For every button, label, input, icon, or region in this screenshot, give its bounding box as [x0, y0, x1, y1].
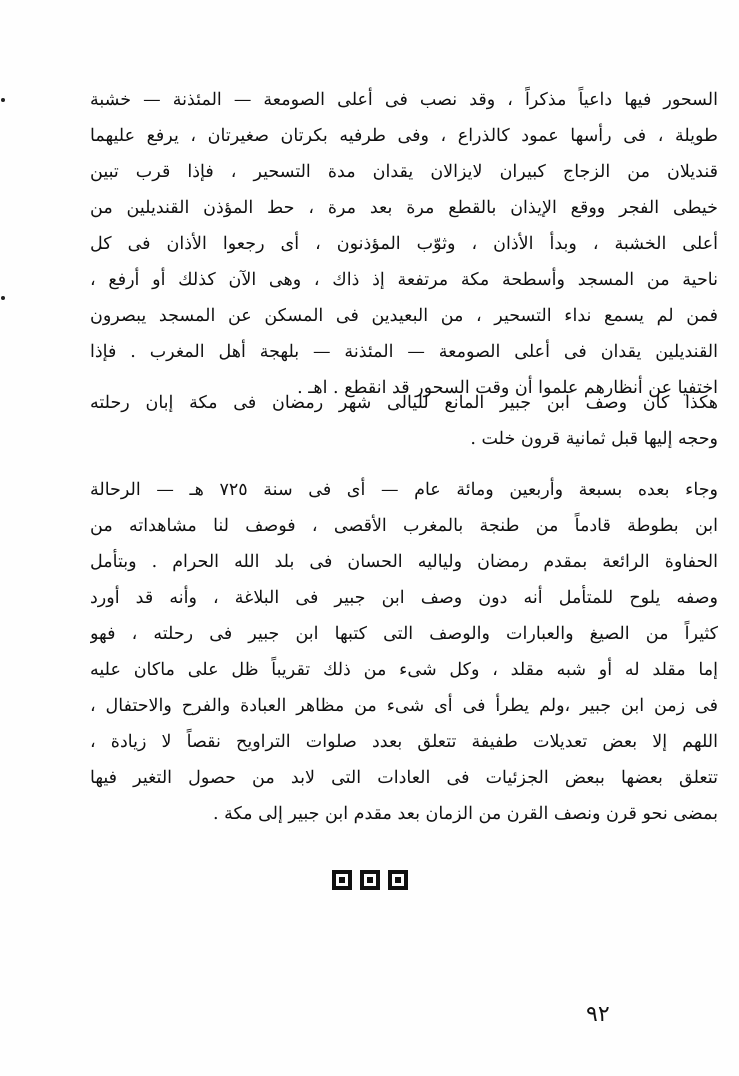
text-line: فمن لم يسمع نداء التسحير ، من البعيدين فى المسكن عن المسجد يبصرون [90, 306, 718, 326]
page-number: ٩٢ [586, 1002, 610, 1027]
section-divider [0, 870, 739, 890]
square-ornament-icon [360, 870, 380, 890]
text-line: وصفه يلوح للمتأمل أنه دون وصف ابن جبير فى البلاغة ، وأنه قد أورد [90, 588, 718, 608]
text-line: وحجه إليها قبل ثمانية قرون خلت . [470, 429, 718, 449]
text-line: الحفاوة الرائعة بمقدم رمضان ولياليه الحسان فى بلد الله الحرام . وبتأمل [90, 552, 718, 572]
text-line: كثيراً من الصيغ والعبارات والوصف التى كتبها ابن جبير فى رحلته ، فهو [90, 624, 718, 644]
text-line: ناحية من المسجد وأسطحة مكة مرتفعة إذ ذاك ، وهى الآن كذلك أو أرفع ، [90, 270, 718, 290]
text-line: وجاء بعده بسبعة وأربعين ومائة عام — أى فى سنة ٧٢٥ هـ — الرحالة [90, 480, 718, 500]
text-line: أعلى الخشبة ، وبدأ الأذان ، وثوّب المؤذنون ، أى رجعوا الأذان فى كل [90, 234, 718, 254]
paragraph-2 [90, 385, 718, 457]
text-line: القنديلين يقدان فى أعلى الصومعة — المئذنة — بلهجة أهل المغرب . فإذا [90, 342, 718, 362]
text-line: فى زمن ابن جبير ،ولم يطرأ فى أى شىء من مظاهر العبادة والفرح والاحتفال ، [90, 696, 718, 716]
text-line: خيطى الفجر ووقع الإيذان بالقطع مرة بعد مرة ، حط المؤذن القنديلين من [90, 198, 718, 218]
square-ornament-icon [388, 870, 408, 890]
text-line: اللهم إلا بعض تعديلات طفيفة تتعلق بعدد صلوات التراويح نقصاً لا زيادة ، [90, 732, 718, 752]
paragraph-3 [90, 472, 718, 832]
margin-dot [1, 98, 5, 102]
text-line: السحور فيها داعياً مذكراً ، وقد نصب فى أعلى الصومعة — المئذنة — خشبة [90, 90, 718, 110]
text-line: بمضى نحو قرن ونصف القرن من الزمان بعد مقدم ابن جبير إلى مكة . [212, 804, 718, 824]
paragraph-1 [90, 82, 718, 406]
square-ornament-icon [332, 870, 352, 890]
text-line: طويلة ، فى رأسها عمود كالذراع ، وفى طرفيه بكرتان صغيرتان ، يرفع عليهما [90, 126, 718, 146]
text-line: تتعلق بعضها ببعض الجزئيات فى العادات التى لابد من حصول التغير فيها [90, 768, 718, 788]
margin-dot [1, 296, 5, 300]
text-line: هكذا كان وصف ابن جبير المانع لليالى شهر رمضان فى مكة إبان رحلته [90, 393, 718, 413]
text-line: إما مقلد له أو شبه مقلد ، وكل شىء من ذلك تقريباً ظل على ماكان عليه [90, 660, 718, 680]
text-line: قنديلان من الزجاج كبيران لايزالان يقدان مدة التسحير ، فإذا قرب تبين [90, 162, 718, 182]
text-line: ابن بطوطة قادماً من طنجة بالمغرب الأقصى ، فوصف لنا مشاهداته من [90, 516, 718, 536]
text-line: اختفيا عن أنظارهم علموا أن وقت السحور قد انقطع . اهـ . [297, 378, 718, 398]
